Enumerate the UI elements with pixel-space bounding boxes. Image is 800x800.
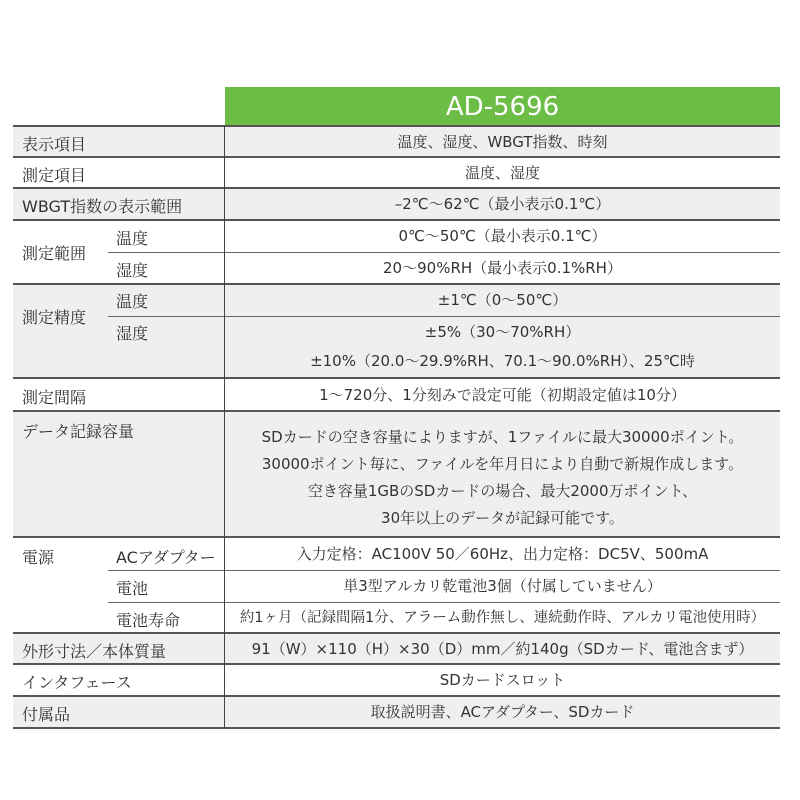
row-value: 0℃～50℃（最小表示0.1℃） <box>398 227 607 245</box>
row-value-line: 空き容量1GBのSDカードの場合、最大2000万ポイント、 <box>307 482 698 500</box>
row-value: 1～720分、1分刻みで設定可能（初期設定値は10分） <box>319 386 686 404</box>
row-value: SDカードスロット <box>439 671 566 689</box>
row-value: 取扱説明書、ACアダプター、SDカード <box>370 703 635 721</box>
sub-label: 温度 <box>116 229 149 248</box>
row-value-line: SDカードの空き容量によりますが、1ファイルに最大30000ポイント。 <box>261 428 744 446</box>
row-label: 付属品 <box>22 705 71 724</box>
row-value: 単3型アルカリ乾電池3個（付属していません） <box>343 577 662 595</box>
row-value: 91（W）×110（H）×30（D）mm／約140g（SDカード、電池含まず） <box>251 640 754 658</box>
row-value: ±1℃（0～50℃） <box>437 291 568 309</box>
row-label: 電源 <box>22 548 55 567</box>
row-interface <box>13 663 780 696</box>
row-capacity <box>13 410 780 537</box>
row-measure-items <box>13 156 780 188</box>
sub-label: 電池 <box>116 579 149 598</box>
row-label: 表示項目 <box>22 135 87 154</box>
row-display-items <box>13 125 780 157</box>
row-label: インタフェース <box>22 673 132 692</box>
row-value: ±10%（20.0～29.9%RH、70.1～90.0%RH）、25℃時 <box>310 352 695 370</box>
row-wbgt-range <box>13 187 780 220</box>
row-value: ±5%（30～70%RH） <box>424 323 581 341</box>
row-label: 測定項目 <box>22 166 87 185</box>
row-value: –2℃～62℃（最小表示0.1℃） <box>394 195 611 213</box>
row-dimensions <box>13 632 780 664</box>
column-divider <box>224 126 225 728</box>
row-value: 温度、湿度 <box>464 164 540 182</box>
row-accuracy <box>13 283 780 378</box>
row-label: WBGT指数の表示範囲 <box>22 197 183 216</box>
sub-label: 湿度 <box>116 324 149 343</box>
model-name: AD-5696 <box>445 91 560 122</box>
sub-label: 湿度 <box>116 261 149 280</box>
row-label: データ記録容量 <box>22 422 135 441</box>
row-label: 外形寸法／本体質量 <box>22 642 167 661</box>
sub-label: ACアダプター <box>116 548 216 567</box>
model-header <box>225 87 780 126</box>
sub-label: 電池寿命 <box>116 611 181 630</box>
sub-label: 温度 <box>116 292 149 311</box>
row-value: 約1ヶ月（記録間隔1分、アラーム動作無し、連続動作時、アルカリ電池使用時） <box>239 610 766 626</box>
row-measure-range <box>13 219 780 284</box>
row-value: 入力定格：AC100V 50／60Hz、出力定格：DC5V、500mA <box>296 545 709 563</box>
row-label: 測定範囲 <box>22 244 87 263</box>
row-value-line: 30年以上のデータが記録可能です。 <box>381 509 624 527</box>
row-accessories <box>13 695 780 729</box>
row-value: 温度、湿度、WBGT指数、時刻 <box>397 133 608 151</box>
row-power <box>13 536 780 633</box>
row-label: 測定精度 <box>22 308 87 327</box>
row-value-line: 30000ポイント毎に、ファイルを年月日により自動で新規作成します。 <box>261 455 744 473</box>
row-label: 測定間隔 <box>22 388 87 407</box>
row-value: 20～90%RH（最小表示0.1%RH） <box>383 259 622 277</box>
row-interval <box>13 377 780 411</box>
